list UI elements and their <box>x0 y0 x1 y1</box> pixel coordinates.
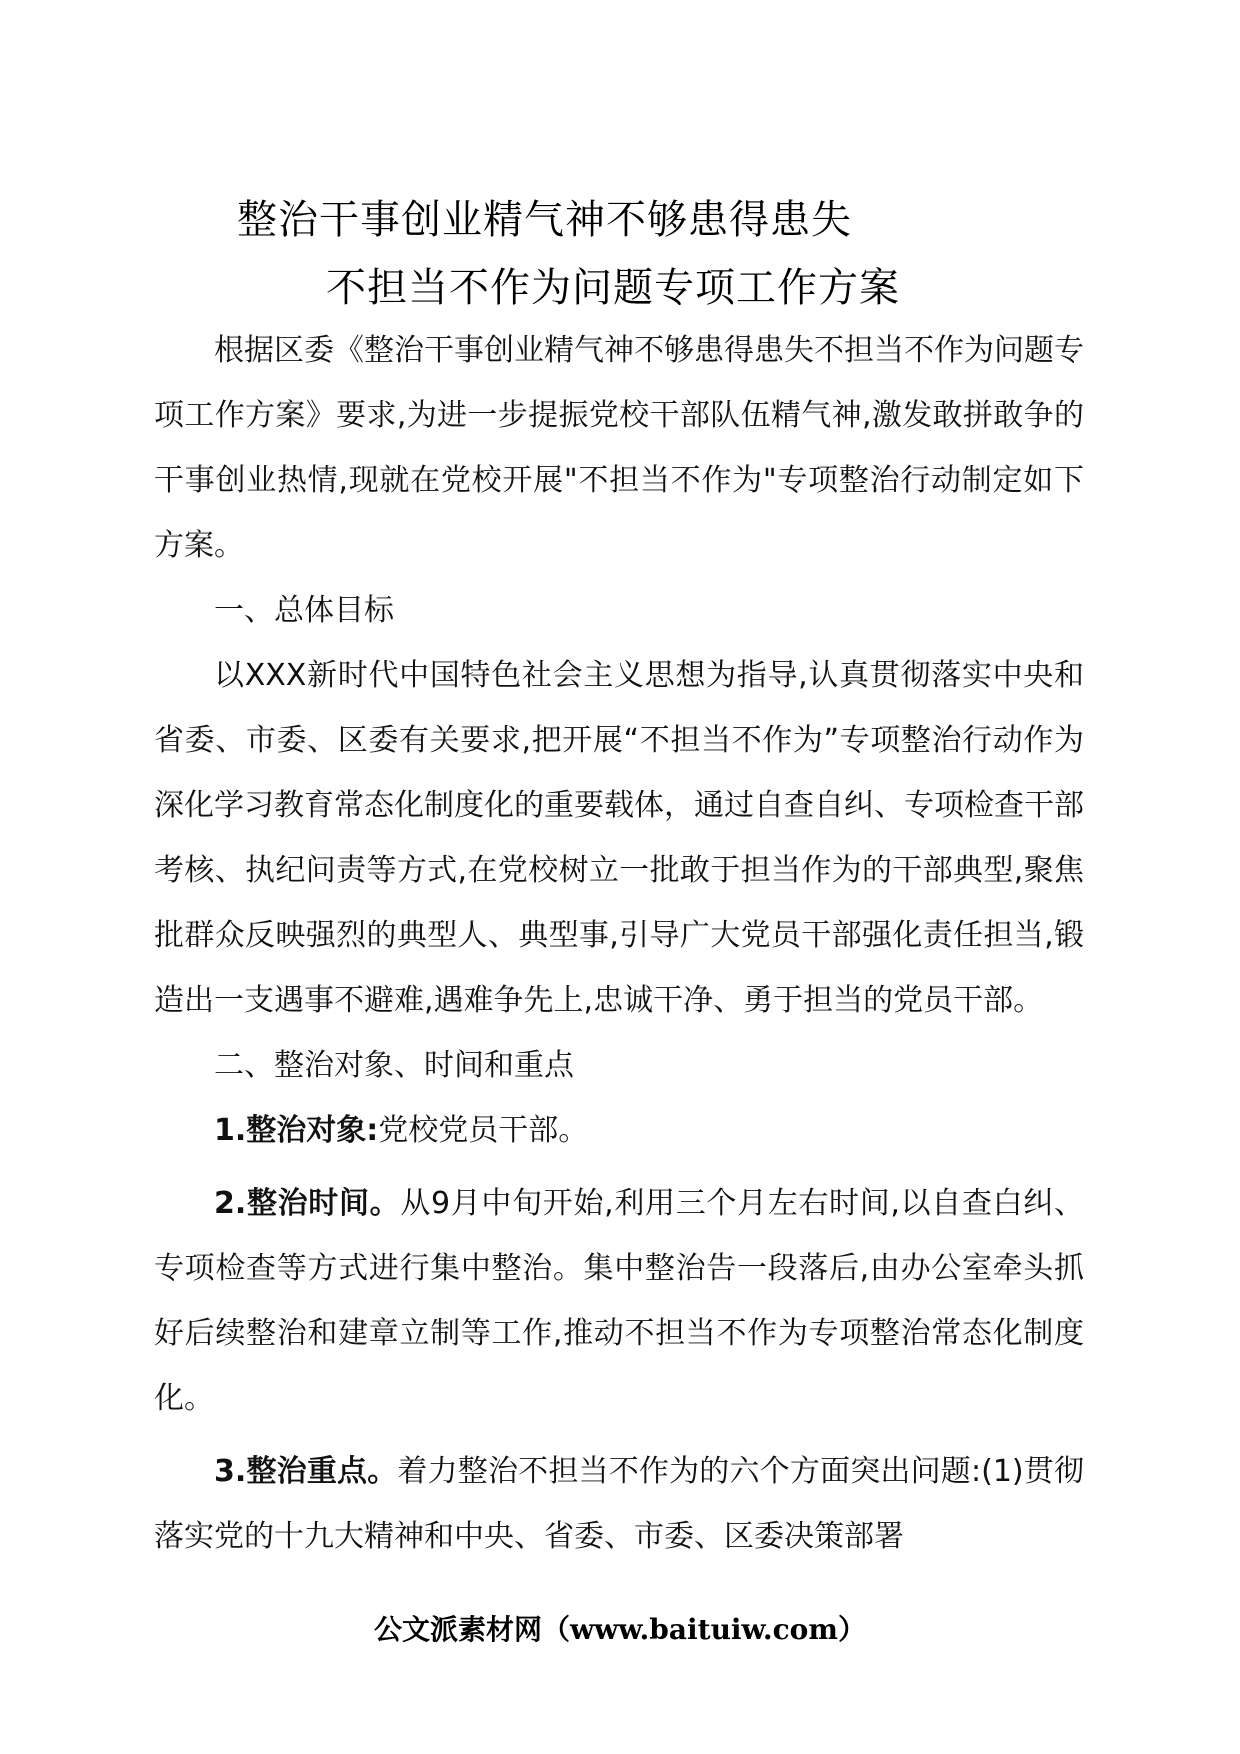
item2-label: 2.整治时间。 <box>214 1186 401 1221</box>
item1-label: 1.整治对象: <box>214 1113 379 1148</box>
item1-paragraph <box>154 1098 1084 1163</box>
document-body <box>154 318 1084 1569</box>
item3-text: 着力整治不担当不作为的六个方面突出问题: <box>397 1454 982 1489</box>
item3-label: 3.整治重点。 <box>214 1454 398 1489</box>
item2-text: 从9月中旬开始,利用三个月左右时间,以自查白纠、专项检查等方式进行集中整治。集中整治告一段落后,由办公室牵头抓好后续整治和建章立制等工作,推动不担当不作为专项整治常态化制度化。 <box>154 1186 1084 1416</box>
section2-heading: 二、整治对象、时间和重点 <box>214 1048 574 1083</box>
item3-paragraph <box>154 1439 1084 1569</box>
item1-text: 党校党员干部。 <box>378 1113 589 1148</box>
footer-watermark: 公文派素材网（www.baituiw.com） <box>374 1613 866 1646</box>
intro-paragraph: 根据区委《整治干事创业精气神不够患得患失不担当不作为问题专项工作方案》要求,为进一步提振党校干部队伍精气神,激发敢拼敢争的干事创业热情,现就在党校开展"不担当不作为"专项整治行动制定如下方案。 <box>154 333 1084 563</box>
document-title-line1: 整治干事创业精气神不够患得患失 <box>237 197 852 243</box>
item3-continuation: (1)贯彻落实党的十九大精神和中央、省委、市委、区委决策部署 <box>154 1454 1084 1554</box>
section1-heading: 一、总体目标 <box>214 593 394 628</box>
item2-paragraph <box>154 1171 1084 1431</box>
section1-paragraph: 以XXX新时代中国特色社会主义思想为指导,认真贯彻落实中央和省委、市委、区委有关要求,把开展“不担当不作为”专项整治行动作为深化学习教育常态化制度化的重要载体，通过自查自纠、专项检查干部考核、执纪问责等方式,在党校树立一批敢于担当作为的干部典型,聚焦批群众反映强烈的典型人、典型事,引导广大党员干部强化责任担当,锻造出一支遇事不避难,遇难争先上,忠诚干净、勇于担当的党员干部。 <box>154 658 1084 1018</box>
document-title-line2: 不担当不作为问题专项工作方案 <box>326 265 900 311</box>
